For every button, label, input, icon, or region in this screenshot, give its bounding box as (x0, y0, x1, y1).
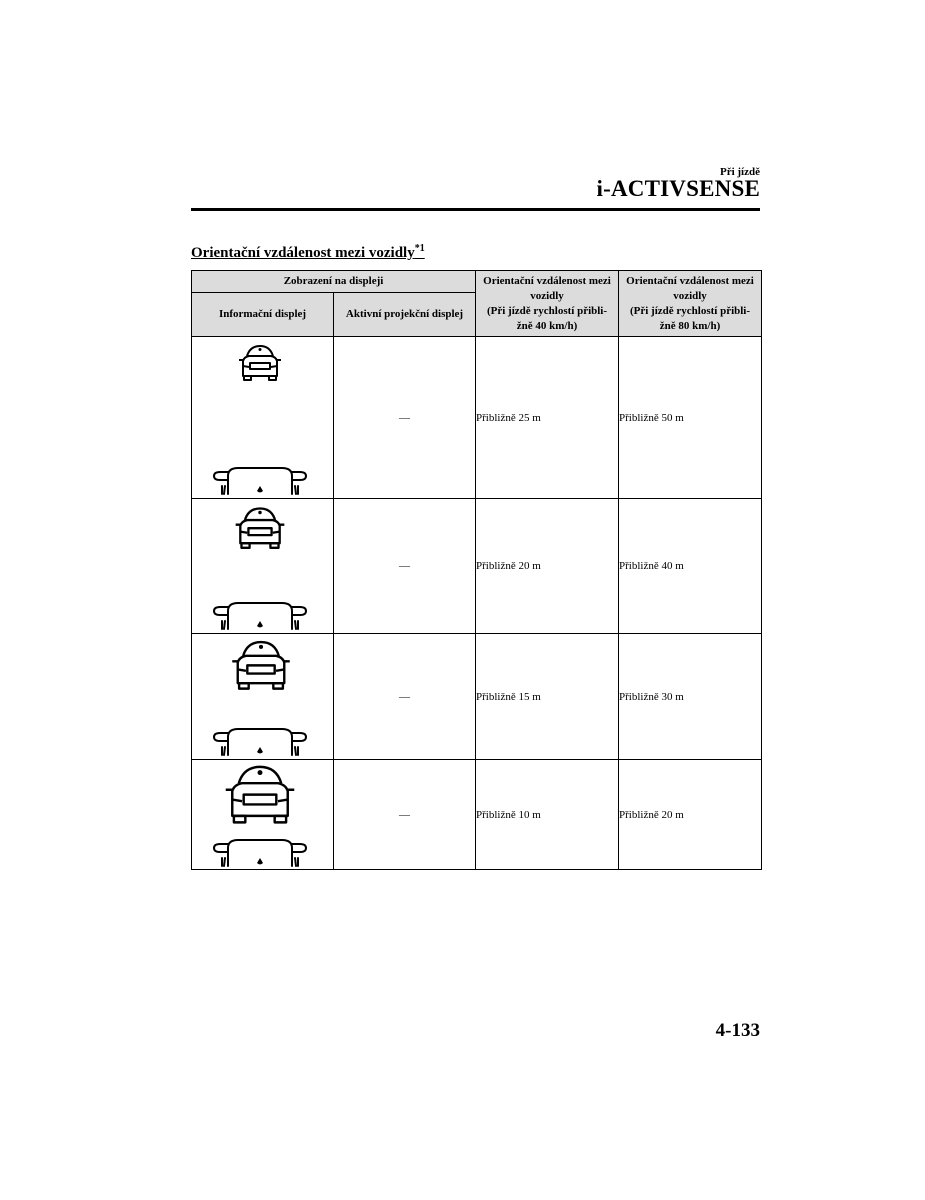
distance-40-cell: Přibližně 25 m (476, 337, 619, 499)
table-heading-text: Orientační vzdálenost mezi vozidly (191, 245, 415, 261)
distance-80-cell: Přibližně 20 m (619, 760, 762, 870)
distance-80-header-line3: žně 80 km/h) (659, 319, 721, 332)
table-row (192, 634, 762, 760)
info-display-cell (192, 760, 334, 870)
section-title: i-ACTIVSENSE (596, 176, 760, 201)
car-rear-close-icon (225, 638, 297, 690)
distance-80-header (619, 271, 762, 337)
info-display-header: Informační displej (192, 293, 334, 337)
table-heading (191, 243, 425, 262)
section-subtitle: Při jízdě (719, 166, 760, 178)
distance-40-cell: Přibližně 15 m (476, 634, 619, 760)
distance-40-cell: Přibližně 10 m (476, 760, 619, 870)
car-rear-far-icon (235, 343, 285, 381)
table-row (192, 760, 762, 870)
info-display-cell (192, 634, 334, 760)
projection-display-cell: — (334, 337, 476, 499)
distance-80-header-line2: (Při jízdě rychlostí přibli- (629, 304, 751, 317)
info-display-cell (192, 337, 334, 499)
table-row (192, 337, 762, 499)
header-divider (191, 208, 760, 211)
projection-display-cell: — (334, 634, 476, 760)
distance-table (191, 270, 762, 870)
car-rear-closest-icon (217, 762, 303, 824)
distance-40-header (476, 271, 619, 337)
distance-80-cell: Přibližně 40 m (619, 499, 762, 634)
distance-80-cell: Přibližně 50 m (619, 337, 762, 499)
page-number: 4-133 (715, 1020, 760, 1041)
projection-display-header: Aktivní projekční displej (334, 293, 476, 337)
own-car-hood-icon (212, 466, 308, 496)
info-display-cell (192, 499, 334, 634)
distance-80-header-line1: Orientační vzdálenost mezi vozidly (626, 274, 754, 302)
car-rear-medium-icon (230, 505, 290, 549)
own-car-hood-icon (212, 838, 308, 868)
distance-40-header-line2: (Při jízdě rychlostí přibli- (486, 304, 608, 317)
distance-40-header-line3: žně 40 km/h) (516, 319, 578, 332)
footnote-marker: *1 (414, 243, 425, 254)
projection-display-cell: — (334, 499, 476, 634)
distance-40-header-line1: Orientační vzdálenost mezi vozidly (483, 274, 611, 302)
display-group-header: Zobrazení na displeji (192, 271, 476, 293)
projection-display-cell: — (334, 760, 476, 870)
distance-80-cell: Přibližně 30 m (619, 634, 762, 760)
table-row (192, 499, 762, 634)
own-car-hood-icon (212, 601, 308, 631)
distance-40-cell: Přibližně 20 m (476, 499, 619, 634)
own-car-hood-icon (212, 727, 308, 757)
